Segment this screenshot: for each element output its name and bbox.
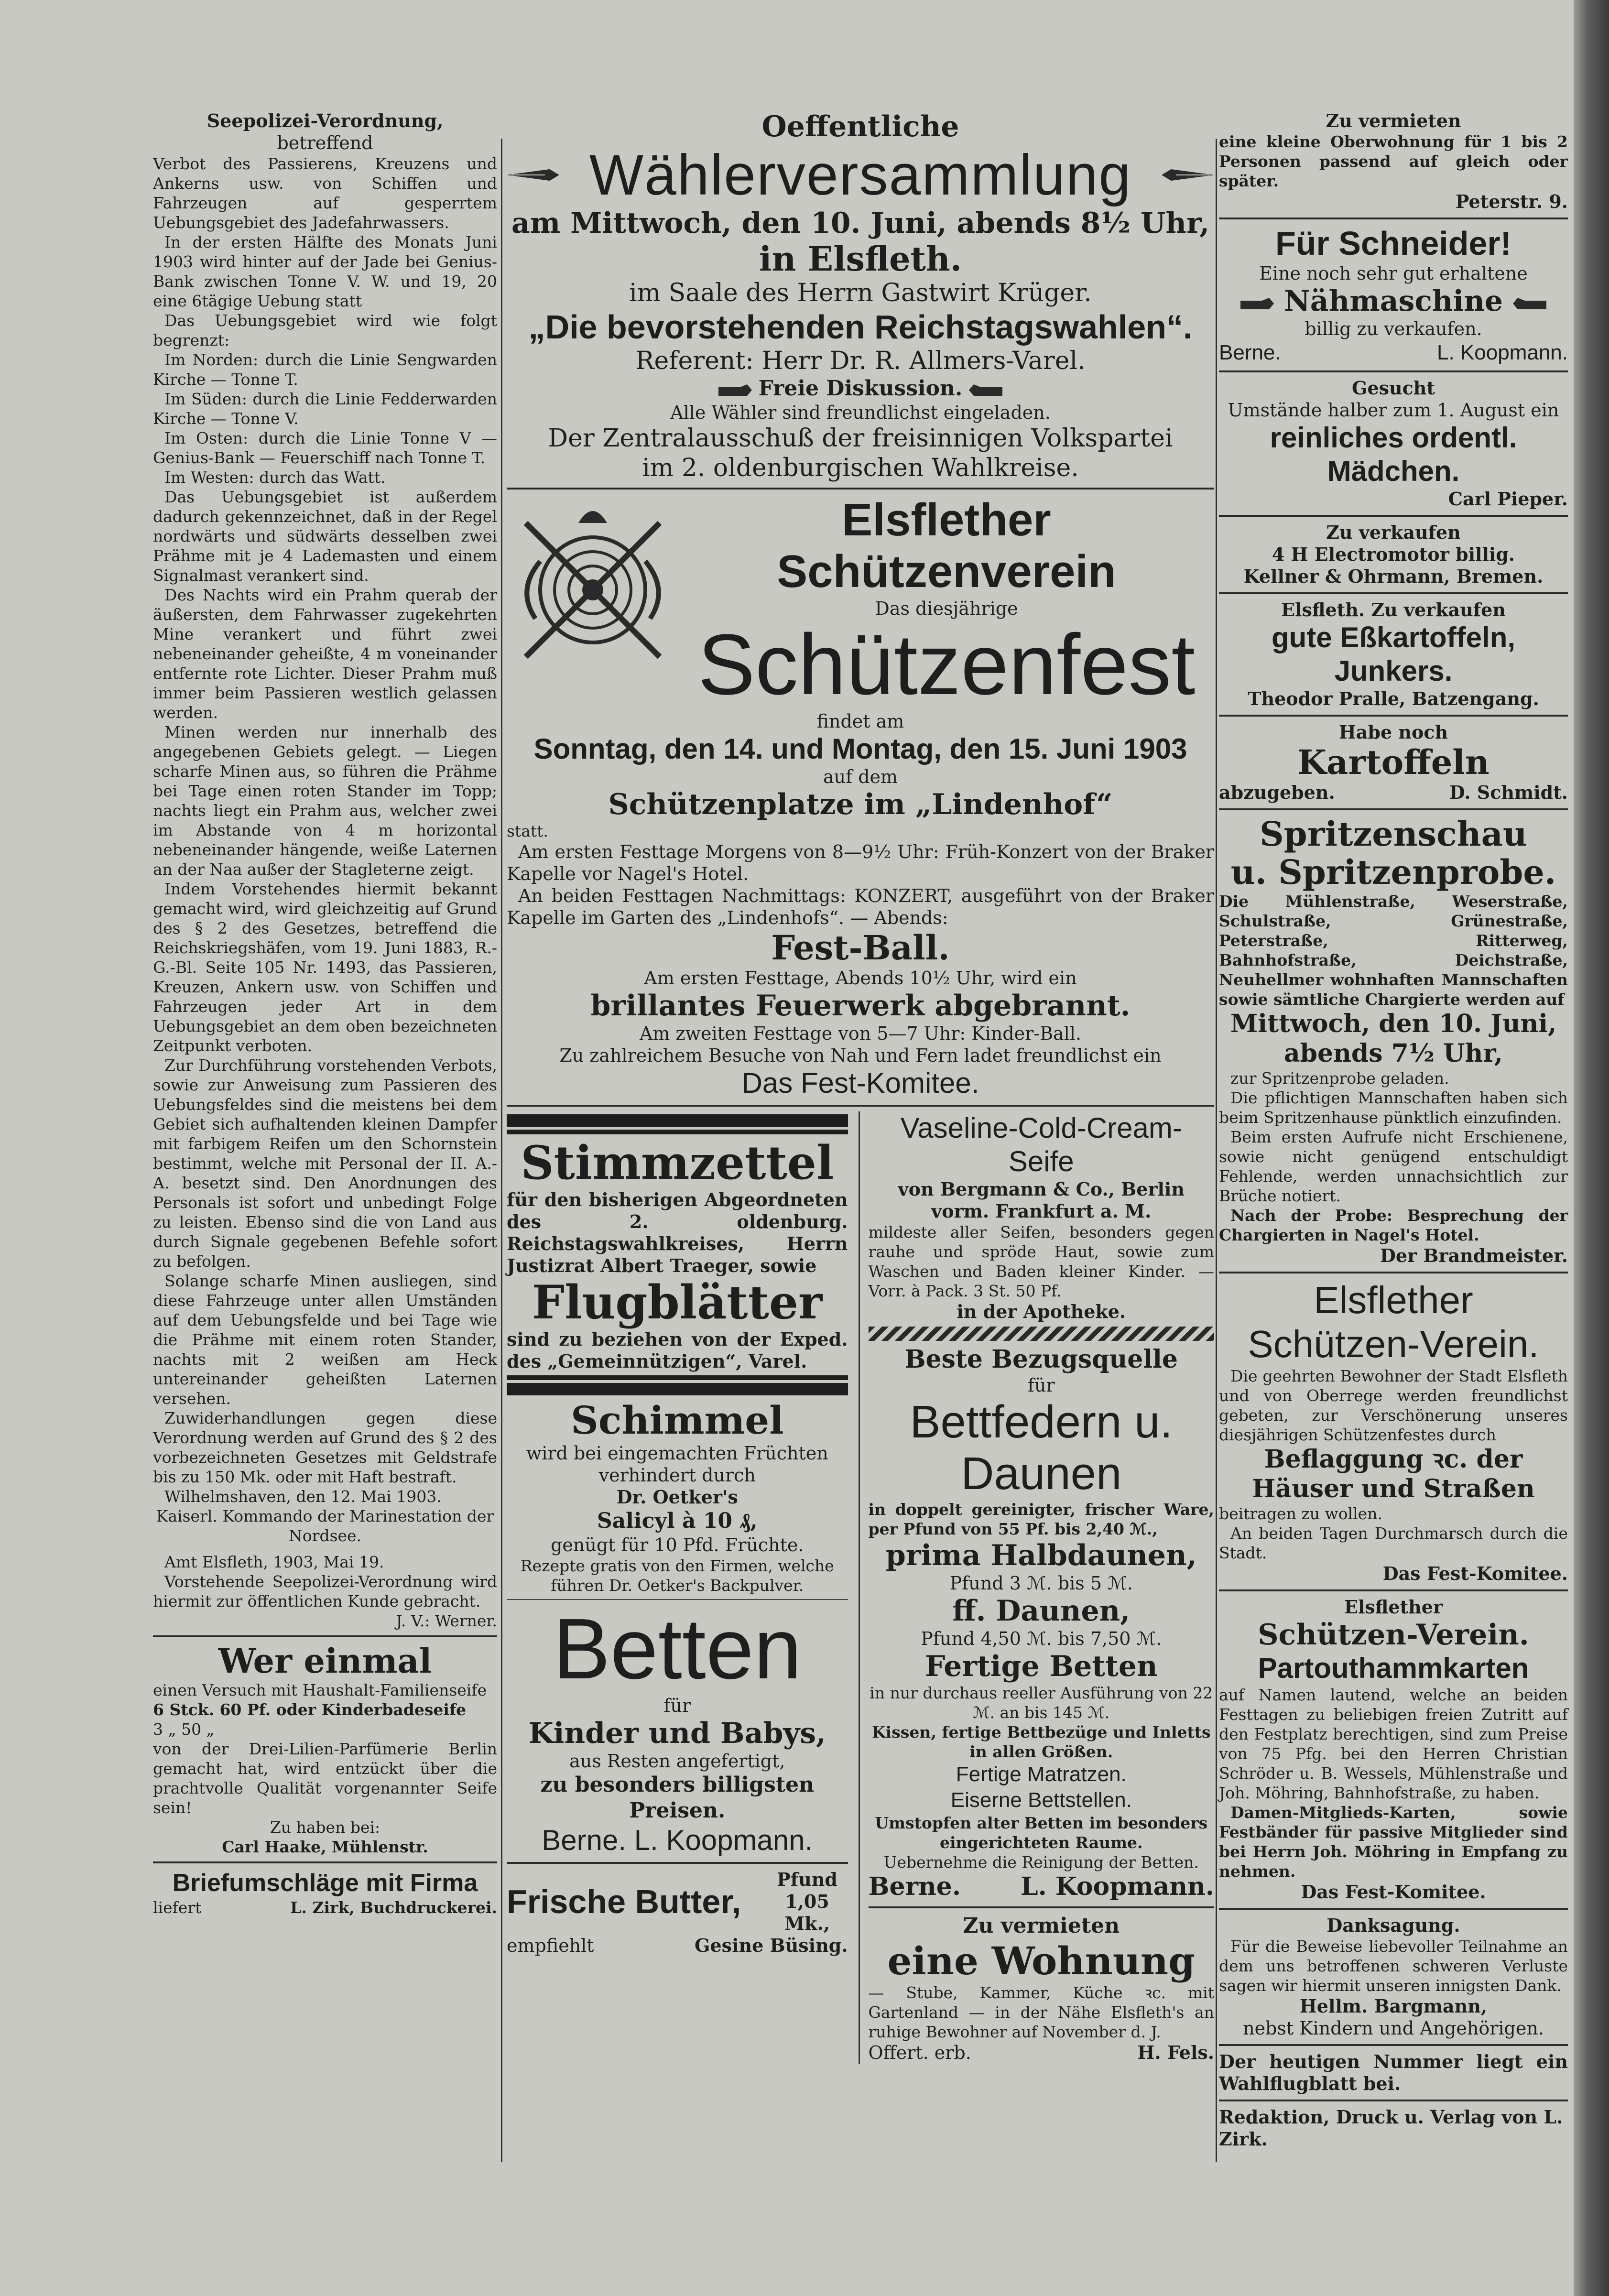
thanks-signature: nebst Kindern und Angehörigen.	[1243, 2018, 1544, 2039]
festival-paragraph: Am ersten Festtage, Abends 10½ Uhr, wird ein	[644, 968, 1077, 989]
voter-assembly-hall: im Saale des Herrn Gastwirt Krüger.	[629, 279, 1092, 307]
shooting-target-emblem-icon	[507, 494, 679, 666]
flat-rent-footer	[869, 2042, 1214, 2064]
festival-date: Sonntag, den 14. und Montag, den 15. Juni 1903	[533, 733, 1187, 765]
bedding-fuer: für	[1027, 1375, 1055, 1396]
maid-signature: Carl Pieper.	[1448, 488, 1568, 510]
fire-drill-signature: Der Brandmeister.	[1380, 1245, 1568, 1266]
ordinance-paragraph: Verbot des Passierens, Kreuzens und Ankerns usw. von Schiffen und Fahrzeugen auf gesperrtem Uebungsgebiet des Jadefahrwassers.	[153, 154, 497, 232]
envelope-ad-footer	[153, 1898, 497, 1917]
festival-paragraph: Am ersten Festtage Morgens von 8—9½ Uhr: Früh-Konzert von der Braker Kapelle vor Nagel's Hotel.	[507, 841, 1214, 884]
beds-fuer: für	[663, 1695, 691, 1716]
potato2-left: abzugeben.	[1219, 782, 1335, 803]
soap-ad	[153, 1642, 497, 1857]
ordinance-paragraph: Zuwiderhandlungen gegen diese Verordnung werden auf Grund des § 2 des vorbezeichneten Gesetzes mit Geldstrafe bis zu 150 Mk. oder mit Haft bestraft.	[153, 1409, 497, 1486]
ordinance-date: Amt Elsfleth, 1903, Mai 19.	[164, 1553, 384, 1571]
divider	[1219, 808, 1568, 810]
upper-flat-pre: Zu vermieten	[1326, 110, 1461, 131]
police-ordinance-title: Seepolizei-Verordnung,	[207, 110, 444, 131]
ordinance-paragraph: Zur Durchführung vorstehenden Verbots, sowie zur Anweisung zum Passieren des Uebungsfeldes sind die meistens bei dem Gebiet sich aufhaltenden kleinen Dampfer mit farbigem Reifen um den Schornstein bestimmt, welche mit Personal der II. A.-A. besetzt sind. Den Anordnungen des Personals ist sofort und unbedingt Folge zu leisten. Ebenso sind die von Land aus durch Signale gegebenen Befehle sofort zu befolgen.	[153, 1056, 497, 1271]
club-title: Elsflether	[1314, 1279, 1473, 1321]
divider	[1219, 1908, 1568, 1910]
ordinance-paragraph: Das Uebungsgebiet ist außerdem dadurch gekennzeichnet, daß in der Regel nordwärts und südwärts desselben zwei Prähme mit je 4 Lademasten und einem Signalmast verankert sind.	[153, 488, 497, 585]
pointing-hand-icon	[969, 383, 1002, 397]
fire-drill-text: Die pflichtigen Mannschaften haben sich beim Spritzenhause pünktlich einzufinden.	[1219, 1088, 1568, 1127]
ordinance-paragraph: Im Norden: durch die Linie Sengwarden Kirche — Tonne T.	[153, 350, 497, 389]
beds-text: aus Resten angefertigt,	[569, 1751, 785, 1772]
butter-ad	[507, 1869, 848, 1957]
maid-text: Umstände halber zum 1. August ein	[1228, 400, 1559, 421]
bedding-sig-place: Berne.	[868, 1872, 961, 1901]
voter-assembly-date: am Mittwoch, den 10. Juni, abends 8½ Uhr,	[511, 207, 1210, 240]
bedding-ad	[869, 1345, 1214, 1902]
soap-ad-title: Wer einmal	[218, 1641, 432, 1681]
tailor-text: billig zu verkaufen.	[1305, 318, 1482, 339]
ordinance-paragraph: Minen werden nur innerhalb des angegebenen Gebiets gelegt. — Liegen scharfe Minen aus, so führen die Prähme bei Tage einen roten Stander im Topp; nachts liegt ein Prahm aus, welcher zwei im Abstande von 4 m horizontal nebeneinander hängende, weiße Laternen an der Naa außer der Stagleterne zeigt.	[153, 723, 497, 879]
voter-assembly-invitation: Alle Wähler sind freundlichst eingeladen.	[670, 402, 1051, 423]
divider	[1219, 2100, 1568, 2101]
mould-text: wird bei eingemachten Früchten verhindert durch	[526, 1443, 828, 1486]
voter-assembly-discussion-row	[507, 376, 1214, 402]
voter-assembly-signature: Der Zentralausschuß der freisinnigen Volkspartei	[548, 424, 1173, 453]
column-rule-right	[1216, 139, 1217, 2162]
ticket-pre: Elsflether	[1344, 1596, 1443, 1618]
ordinance-authority: Kaiserl. Kommando der Marinestation der Nordsee.	[156, 1507, 494, 1545]
voter-assembly-place: in Elsfleth.	[759, 239, 962, 279]
ballot-ad	[507, 1137, 848, 1372]
ordinance-paragraph: Solange scharfe Minen ausliegen, sind diese Fahrzeuge unter allen Umständen auf dem Uebungsfelde und bei Tage wie die Prähme mit einem roten Stander, nachts mit 2 weißen am Heck untereinander geheißten Laternen versehen.	[153, 1272, 497, 1408]
potato2-right: D. Schmidt.	[1449, 782, 1568, 803]
divider	[869, 1906, 1214, 1908]
ordinance-paragraph: Indem Vorstehendes hiermit bekannt gemacht wird, wird gleichzeitig auf Grund des § 2 des Gesetzes, betreffend die Reichskriegshäfen, vom 19. Juni 1883, R.-G.-Bl. Seite 105 Nr. 1493, das Passieren, Kreuzen, Ankern usw. von Schiffen und Fahrzeugen jeder Art in dem Uebungsgebiet an dem oben bezeichneten Zeitpunkt verboten.	[153, 880, 497, 1055]
fire-drill-title: u. Spritzenprobe.	[1230, 852, 1556, 892]
flat-rent-title: eine Wohnung	[887, 1938, 1196, 1983]
leaflets-title: Flugblätter	[532, 1275, 823, 1329]
bedding-price: Pfund 3 ℳ. bis 5 ℳ.	[949, 1573, 1133, 1594]
vaseline-seller: in der Apotheke.	[957, 1301, 1126, 1322]
bedding-text: in doppelt gereinigter, frischer Ware, per Pfund von 55 Pf. bis 2,40 ℳ.,	[868, 1500, 1214, 1538]
flat-rent-right: H. Fels.	[1137, 2042, 1214, 2063]
shooting-festival-ad	[507, 494, 1214, 1100]
voter-assembly-title: Wählerversammlung	[589, 143, 1132, 207]
flat-rent-left: Offert. erb.	[868, 2042, 971, 2063]
vaseline-text: mildeste aller Seifen, besonders gegen rauhe und spröde Haut, sowie zum Waschen und Baden kleiner Kinder. — Vorr. à Pack. 3 St. 50 Pf.	[868, 1223, 1214, 1300]
motor-seller: Kellner & Ohrmann, Bremen.	[1243, 566, 1544, 587]
butter-left: empfiehlt	[507, 1935, 594, 1956]
upper-flat-text: eine kleine Oberwohnung für 1 bis 2 Personen passend auf gleich oder später.	[1219, 132, 1568, 190]
bedding-item: Eiserne Bettstellen.	[950, 1788, 1132, 1812]
bedding-signature	[869, 1872, 1214, 1902]
police-ordinance-subtitle: betreffend	[277, 132, 373, 153]
ordinance-paragraph: Des Nachts wird ein Prahm querab der äußersten, dem Fahrwasser zugekehrten Mine verankert und führt zwei nebeneinander geheißte, 4 m voneinander entfernte rote Lichter. Dieser Prahm muß immer beim Passieren westlich gelassen werden.	[153, 586, 497, 722]
supplement-note: Der heutigen Nummer liegt ein Wahlflugblatt bei.	[1219, 2051, 1568, 2094]
divider	[1219, 515, 1568, 517]
black-band	[507, 1114, 848, 1127]
ticket-title: Partouthammkarten	[1258, 1652, 1529, 1684]
divider	[1219, 1589, 1568, 1591]
potato2-footer	[1219, 782, 1568, 804]
club-text: beitragen zu wollen.	[1219, 1504, 1382, 1523]
ordinance-paragraph: Vorstehende Seepolizei-Verordnung wird hiermit zur öffentlichen Kunde gebracht.	[153, 1572, 497, 1610]
ordinance-date: Wilhelmshaven, den 12. Mai 1903.	[164, 1487, 442, 1506]
thanks-text: Für die Beweise liebevoller Teilnahme an dem uns betroffenen schweren Verluste sagen wir hiermit unseren innigsten Dank.	[1219, 1937, 1568, 1995]
flat-rent-ad	[869, 1913, 1214, 2064]
potato-seller: Theodor Pralle, Batzengang.	[1248, 688, 1539, 709]
mould-text: Rezepte gratis von den Firmen, welche führen Dr. Oetker's Backpulver.	[520, 1556, 834, 1595]
fire-drill-text: Nach der Probe: Besprechung der Chargierten in Nagel's Hotel.	[1219, 1206, 1568, 1244]
motor-text: 4 H Electromotor billig.	[1272, 544, 1515, 565]
bedding-item: Fertige Betten	[924, 1650, 1158, 1683]
potato2-pre: Habe noch	[1338, 721, 1448, 743]
bedding-item: prima Halbdaunen,	[885, 1539, 1197, 1572]
tailor-item: Nähmaschine	[1283, 284, 1503, 318]
middle-lower-right	[859, 1111, 1214, 2064]
ordinance-signature: J. V.: Werner.	[396, 1611, 497, 1630]
fire-drill-text: zur Spritzenprobe geladen.	[1230, 1069, 1449, 1088]
tailor-sig-place: Berne.	[1219, 341, 1281, 364]
divider	[1219, 592, 1568, 594]
ornament-border	[869, 1327, 1214, 1341]
beds-title: Betten	[553, 1601, 802, 1697]
bedding-title: Bettfedern u. Daunen	[910, 1396, 1173, 1499]
festival-auf: auf dem	[823, 766, 898, 787]
flat-rent-pre: Zu vermieten	[963, 1914, 1120, 1938]
divider	[1219, 1272, 1568, 1273]
quill-ornament-icon	[507, 167, 559, 183]
festival-paragraph: Zu zahlreichem Besuche von Nah und Fern ladet freundlichst ein	[559, 1045, 1162, 1066]
maid-title: reinliches ordentl. Mädchen.	[1270, 422, 1517, 487]
butter-seller: Gesine Büsing.	[695, 1935, 848, 1956]
vaseline-maker: von Bergmann & Co., Berlin vorm. Frankfurt a. M.	[898, 1178, 1185, 1222]
black-band	[507, 1130, 848, 1134]
ticket-text: auf Namen lautend, welche an beiden Festtagen zu beliebigen freien Zutritt auf den Festplatz berechtigen, sind zum Preise von 75 Pfg. bei den Herren Christian Schröder u. B. Wessels, Mühlenstraße und Joh. Möhring, Bahnhofstraße, zu haben.	[1219, 1686, 1568, 1802]
imprint: Redaktion, Druck u. Verlag von L. Zirk.	[1219, 2106, 1563, 2150]
divider	[153, 1861, 497, 1863]
voter-assembly-ad	[507, 110, 1214, 483]
book-binding-edge	[1574, 0, 1609, 2296]
ticket-title: Schützen-Verein.	[1258, 1618, 1529, 1652]
tailor-text: Eine noch sehr gut erhaltene	[1259, 263, 1528, 284]
butter-title-row	[507, 1869, 848, 1935]
divider	[153, 1635, 497, 1637]
festival-header	[507, 494, 1214, 713]
soap-ad-seller: Carl Haake, Mühlenstr.	[222, 1838, 428, 1856]
divider	[1219, 218, 1568, 219]
festival-statt: statt.	[507, 822, 548, 840]
thanks-signature: Hellm. Bargmann,	[1299, 1995, 1488, 2017]
column-rule-left	[501, 139, 502, 2162]
festival-paragraph: An beiden Festtagen Nachmittags: KONZERT, ausgeführt von der Braker Kapelle im Garten des „Lindenhofs“. — Abends:	[507, 885, 1214, 928]
potato-pre: Elsfleth. Zu verkaufen	[1281, 599, 1506, 620]
tailor-item-row	[1219, 284, 1568, 318]
bedding-text: Umstopfen alter Betten im besonders eingerichteten Raume.	[875, 1814, 1208, 1852]
right-column	[1219, 110, 1568, 2150]
festival-club-name: Elsflether Schützenverein	[777, 494, 1116, 597]
quill-ornament-icon	[1162, 167, 1214, 183]
divider	[1219, 715, 1568, 717]
festival-place: Schützenplatze im „Lindenhof“	[608, 788, 1113, 821]
divider	[507, 1599, 848, 1600]
black-band	[507, 1375, 848, 1380]
club-text: An beiden Tagen Durchmarsch durch die Stadt.	[1219, 1524, 1568, 1562]
maid-ad	[1219, 377, 1568, 510]
pointing-hand-icon	[1513, 297, 1546, 310]
pointing-hand-icon	[1240, 297, 1274, 310]
voter-assembly-pre: Oeffentliche	[761, 110, 959, 143]
fire-drill-date: abends 7½ Uhr,	[1283, 1039, 1503, 1068]
fire-drill-text: Beim ersten Aufrufe nicht Erschienene, sowie nicht genügend entschuldigt Fehlende, werden unnachsichtlich zur Brüche notiert.	[1219, 1128, 1568, 1205]
club-title: Schützen-Verein.	[1248, 1323, 1539, 1365]
soap-ad-line: von der Drei-Lilien-Parfümerie Berlin gemacht hat, wird entzückt über die prachtvolle Qualität vorgenannter Seife sein!	[153, 1740, 497, 1817]
festival-pre: Das diesjährige	[875, 598, 1018, 619]
left-column	[153, 110, 497, 1917]
club-flagging: Beflaggung ꝛc. der Häuser und Straßen	[1252, 1445, 1535, 1503]
envelope-ad-right: L. Zirk, Buchdruckerei.	[290, 1898, 497, 1917]
ordinance-paragraph: Im Süden: durch die Linie Fedderwarden Kirche — Tonne V.	[153, 390, 497, 428]
ordinance-paragraph: Im Westen: durch das Watt.	[164, 468, 386, 487]
divider	[1219, 2044, 1568, 2046]
voter-assembly-speaker: Referent: Herr Dr. R. Allmers-Varel.	[635, 347, 1086, 375]
vaseline-ad	[869, 1111, 1214, 1323]
voter-assembly-title-row	[507, 143, 1214, 207]
envelope-ad-left: liefert	[153, 1898, 202, 1917]
upper-flat-ad	[1219, 110, 1568, 213]
club-signature: Das Fest-Komitee.	[1382, 1563, 1568, 1584]
leaflets-text: sind zu beziehen von der Exped. des „Gemeinnützigen“, Varel.	[507, 1328, 848, 1372]
ordinance-paragraph: Das Uebungsgebiet wird wie folgt begrenzt:	[153, 311, 497, 349]
soap-ad-line: Zu haben bei:	[270, 1818, 381, 1837]
voter-assembly-signature: im 2. oldenburgischen Wahlkreise.	[642, 454, 1079, 482]
middle-lower-left	[507, 1111, 848, 2064]
middle-lower-ads	[507, 1111, 1214, 2064]
middle-column	[507, 110, 1214, 2064]
soap-ad-line: 6 Stck. 60 Pf. oder Kinderbadeseife	[153, 1700, 467, 1719]
ballot-title: Stimmzettel	[521, 1136, 834, 1190]
season-ticket-notice	[1219, 1596, 1568, 1903]
tailor-sig-name: L. Koopmann.	[1437, 341, 1568, 364]
tailor-ad	[1219, 224, 1568, 366]
potato-ad-2	[1219, 721, 1568, 804]
divider	[507, 488, 1214, 490]
mould-ad	[507, 1398, 848, 1595]
vaseline-title: Vaseline-Cold-Cream-Seife	[900, 1112, 1182, 1177]
fire-drill-date: Mittwoch, den 10. Juni,	[1230, 1009, 1557, 1038]
mould-brand: Dr. Oetker's	[616, 1486, 738, 1508]
club-text: Die geehrten Bewohner der Stadt Elsfleth und von Oberrege werden freundlichst gebeten, zur Verschönerung unseres diesjährigen Schützenfestes durch	[1219, 1367, 1568, 1444]
tailor-footer	[1219, 340, 1568, 366]
divider	[507, 1105, 1214, 1107]
festival-ball: Fest-Ball.	[771, 928, 950, 968]
ticket-text: Damen-Mitglieds-Karten, sowie Festbänder für passive Mitglieder sind bei Herrn Joh. Möhring in Empfang zu nehmen.	[1219, 1803, 1568, 1881]
butter-title: Frische Butter,	[507, 1883, 741, 1920]
bedding-text: in nur durchaus reeller Ausführung von 22 ℳ. an bis 145 ℳ.	[870, 1684, 1213, 1722]
divider	[1219, 370, 1568, 372]
flat-rent-text: — Stube, Kammer, Küche ꝛc. mit Gartenland — in der Nähe Elsfleth's an ruhige Bewohner auf November d. J.	[868, 1983, 1214, 2041]
ordinance-paragraph: Im Osten: durch die Linie Tonne V — Genius-Bank — Feuerschiff nach Tonne T.	[153, 429, 497, 467]
ballot-text: für den bisherigen Abgeordneten des 2. oldenburg. Reichstagswahlkreises, Herrn Justizrat Albert Traeger, sowie	[507, 1189, 848, 1276]
festival-signature: Das Fest-Komitee.	[741, 1067, 979, 1099]
festival-header-text	[679, 494, 1214, 713]
butter-price: Pfund 1,05 Mk.,	[777, 1869, 837, 1934]
thanks-title: Danksagung.	[1326, 1915, 1460, 1936]
bedding-text: Kissen, fertige Bettbezüge und Inletts in allen Größen.	[871, 1723, 1211, 1761]
black-band	[507, 1383, 848, 1395]
bedding-item: Fertige Matratzen.	[956, 1763, 1127, 1786]
voter-assembly-topic: „Die bevorstehenden Reichstagswahlen“.	[528, 308, 1193, 346]
pointing-hand-icon	[718, 383, 752, 397]
festival-fireworks: brillantes Feuerwerk abgebrannt.	[590, 989, 1131, 1023]
festival-title: Schützenfest	[697, 617, 1196, 713]
envelope-ad-title: Briefumschläge mit Firma	[172, 1869, 478, 1897]
mould-title: Schimmel	[570, 1398, 784, 1443]
bedding-item: ff. Daunen,	[952, 1594, 1131, 1628]
maid-pre: Gesucht	[1352, 377, 1435, 399]
soap-ad-line: 3 „ 50 „	[153, 1720, 215, 1739]
motor-pre: Zu verkaufen	[1326, 522, 1461, 543]
butter-footer	[507, 1935, 848, 1957]
voter-assembly-discussion: Freie Diskussion.	[758, 376, 963, 401]
thanks-notice	[1219, 1915, 1568, 2039]
beds-target: Kinder und Babys,	[528, 1717, 826, 1750]
bedding-pre: Beste Bezugsquelle	[904, 1345, 1178, 1374]
bedding-price: Pfund 4,50 ℳ. bis 7,50 ℳ.	[921, 1628, 1162, 1649]
envelope-ad	[153, 1868, 497, 1917]
tailor-title: Für Schneider!	[1275, 225, 1511, 262]
potato2-title: Kartoffeln	[1297, 742, 1489, 782]
beds-ad	[507, 1601, 848, 1857]
festival-paragraph: Am zweiten Festtage von 5—7 Uhr: Kinder-Ball.	[639, 1023, 1082, 1044]
beds-signature: Berne. L. Koopmann.	[542, 1824, 813, 1856]
ticket-signature: Das Fest-Komitee.	[1301, 1881, 1486, 1903]
potato-title: gute Eßkartoffeln, Junkers.	[1271, 621, 1516, 687]
bedding-text: Uebernehme die Reinigung der Betten.	[883, 1853, 1199, 1872]
fire-drill-text: Die Mühlenstraße, Weserstraße, Schulstraße, Grünestraße, Peterstraße, Ritterweg, Bahnhofstraße, Deichstraße, Neuhellmer wohnhaften Mannschaften sowie sämtliche Chargierte werden auf	[1219, 892, 1568, 1009]
beds-text: zu besonders billigsten Preisen.	[540, 1773, 815, 1823]
bedding-sig-name: L. Koopmann.	[1021, 1872, 1214, 1901]
upper-flat-address: Peterstr. 9.	[1455, 191, 1568, 212]
soap-ad-line: einen Versuch mit Haushalt-Familienseife	[153, 1681, 487, 1699]
divider	[507, 1862, 848, 1864]
festival-findet: findet am	[816, 711, 904, 732]
shooting-club-notice	[1219, 1278, 1568, 1585]
fire-drill-title: Spritzenschau	[1260, 814, 1527, 854]
mould-text: genügt für 10 Pfd. Früchte.	[551, 1534, 804, 1556]
potato-ad	[1219, 599, 1568, 710]
mould-product: Salicyl à 10 ₰,	[597, 1509, 758, 1533]
motor-ad	[1219, 522, 1568, 588]
fire-drill-notice	[1219, 815, 1568, 1267]
ordinance-paragraph: In der ersten Hälfte des Monats Juni 1903 wird hinter auf der Jade bei Genius-Bank zwischen Tonne V. W. und 19, 20 eine 6tägige Uebung statt	[153, 233, 497, 310]
